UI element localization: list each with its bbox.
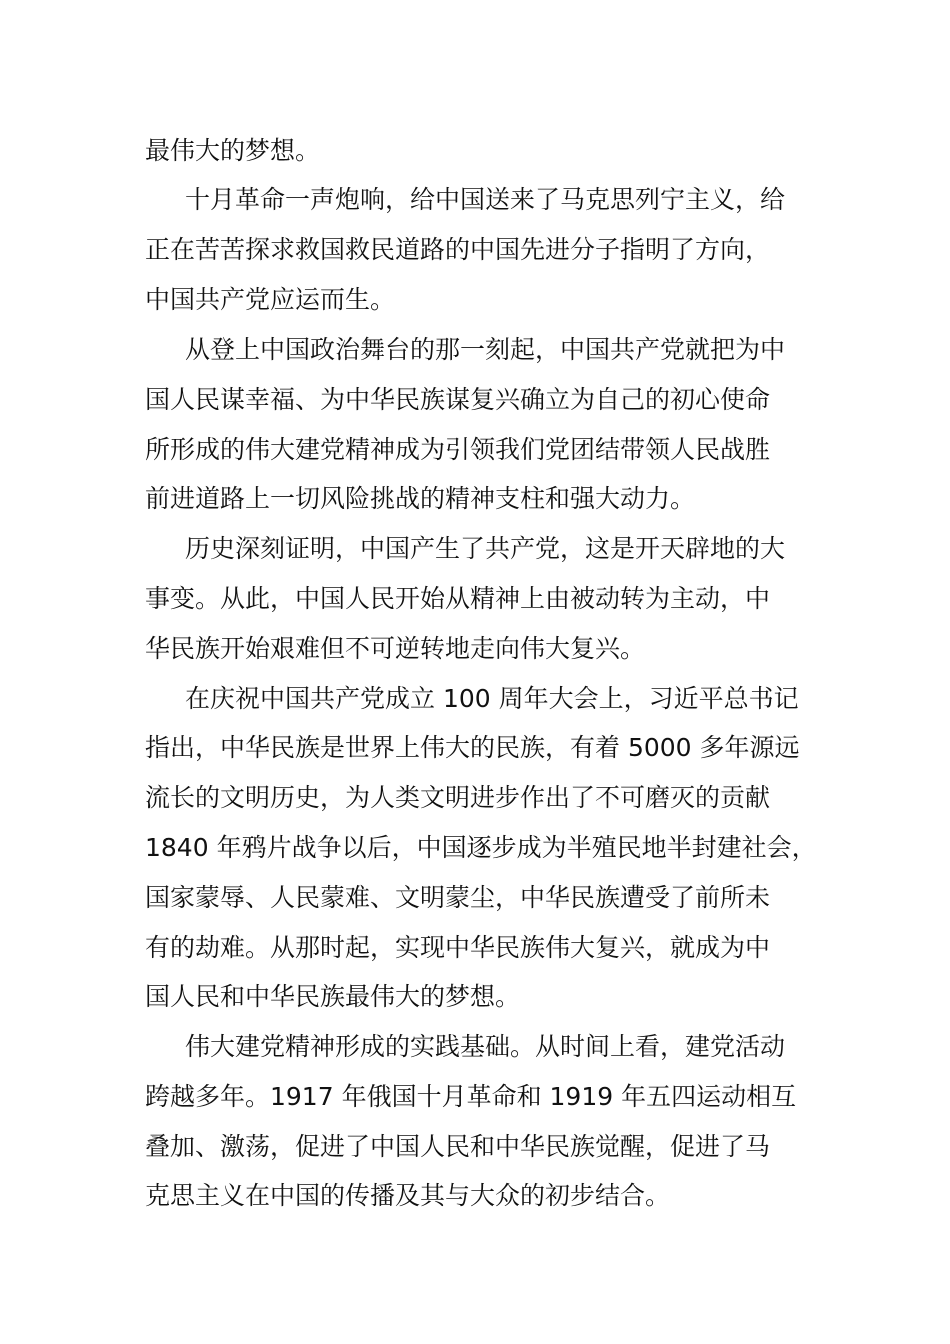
text-line: 十月革命一声炮响，给中国送来了马克思列宁主义，给 bbox=[185, 185, 786, 214]
text-line: 最伟大的梦想。 bbox=[145, 136, 321, 165]
text-line: 前进道路上一切风险挑战的精神支柱和强大动力。 bbox=[145, 484, 696, 513]
text-line: 流长的文明历史，为人类文明进步作出了不可磨灭的贡献 bbox=[145, 783, 771, 812]
text-line: 从登上中国政治舞台的那一刻起，中国共产党就把为中 bbox=[185, 335, 786, 364]
text-line: 1840 年鸦片战争以后，中国逐步成为半殖民地半封建社会， bbox=[145, 833, 817, 862]
text-line: 叠加、激荡，促进了中国人民和中华民族觉醒，促进了马 bbox=[145, 1132, 771, 1161]
text-line: 华民族开始艰难但不可逆转地走向伟大复兴。 bbox=[145, 634, 646, 663]
text-line: 历史深刻证明，中国产生了共产党，这是开天辟地的大 bbox=[185, 534, 786, 563]
text-line: 国人民谋幸福、为中华民族谋复兴确立为自己的初心使命 bbox=[145, 385, 771, 414]
text-line: 国家蒙辱、人民蒙难、文明蒙尘，中华民族遭受了前所未 bbox=[145, 883, 771, 912]
text-line: 在庆祝中国共产党成立 100 周年大会上，习近平总书记 bbox=[185, 684, 799, 713]
text-line: 所形成的伟大建党精神成为引领我们党团结带领人民战胜 bbox=[145, 435, 771, 464]
text-line: 克思主义在中国的传播及其与大众的初步结合。 bbox=[145, 1181, 671, 1210]
text-line: 伟大建党精神形成的实践基础。从时间上看，建党活动 bbox=[185, 1032, 786, 1061]
text-line: 事变。从此，中国人民开始从精神上由被动转为主动，中 bbox=[145, 584, 771, 613]
text-line: 中国共产党应运而生。 bbox=[145, 285, 396, 314]
text-line: 有的劫难。从那时起，实现中华民族伟大复兴，就成为中 bbox=[145, 933, 771, 962]
text-line: 指出，中华民族是世界上伟大的民族，有着 5000 多年源远 bbox=[145, 733, 800, 762]
text-line: 国人民和中华民族最伟大的梦想。 bbox=[145, 982, 521, 1011]
text-line: 正在苦苦探求救国救民道路的中国先进分子指明了方向， bbox=[145, 235, 771, 264]
text-line: 跨越多年。1917 年俄国十月革命和 1919 年五四运动相互 bbox=[145, 1082, 797, 1111]
